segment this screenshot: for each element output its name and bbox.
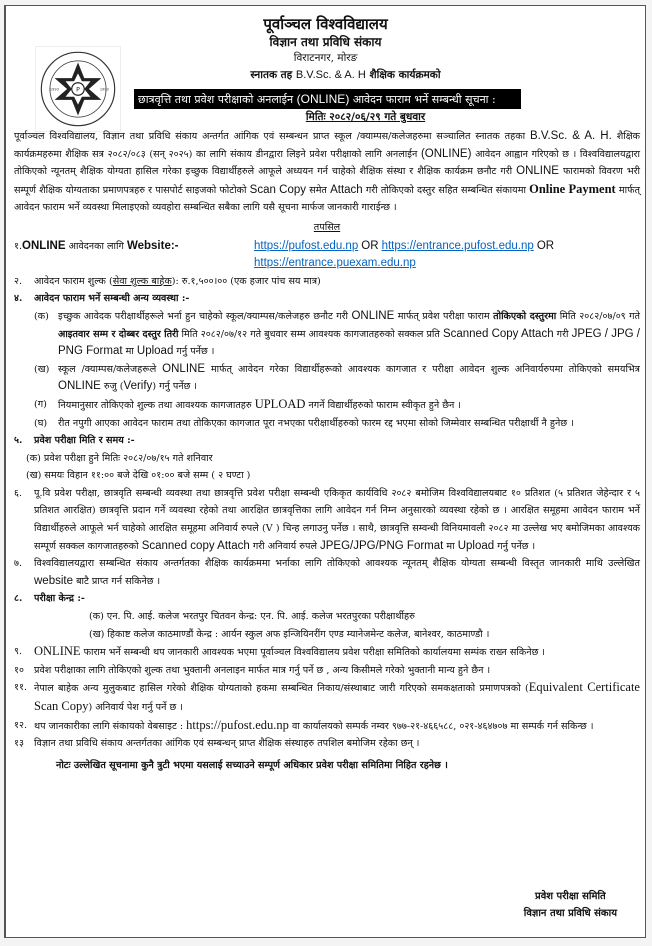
exam-center-kathmandu: (ख) हिकाष्ट कलेज काठमाण्डौं केन्द्र : आर्यन स्कुल अफ इन्जियिनरींग एण्ड म्यानेजमेन्ट कलेज, बानेश्वर, काठमाण्डौ ।: [89, 628, 490, 640]
text: तोकिएको दस्तुरमा: [493, 310, 557, 322]
text: रुजु (: [103, 381, 124, 393]
item-13-institutions: [14, 735, 640, 753]
intro-paragraph: [14, 128, 640, 217]
item-number: ४.: [14, 293, 23, 305]
fee-underlined: सेवा शुल्क बाहेक: [112, 275, 172, 287]
text: ) अनिवार्य पेश गर्नु पर्ने छ ।: [88, 702, 183, 713]
exam-time: (ख) समयः विहान ११:०० बजे देखि ०१:०० बजे सम्म ( २ घण्टा ): [26, 470, 251, 482]
notice-title-online: (ONLINE): [296, 92, 350, 106]
text: ONLINE: [162, 362, 205, 375]
text: गर्नु पर्नेछ ।: [176, 346, 215, 358]
sub-text: [58, 308, 640, 361]
notice-title-part: छात्रवृत्ति तथा प्रवेश परीक्षाको अनलाईन: [138, 93, 294, 106]
item-text: [34, 643, 640, 662]
intro-text: शैक्षिक कार्यक्रमहरुमा शैक्षिक सत्र २०८२/०८३ (सन् २०२५) का लागि संकाय डीनद्वारा लिइने प्रवेश परीक्षाको लागि अनलाईन: [14, 131, 640, 160]
sub-text: रीत नपुगी आएका आवेदन फाराम तथा तोकिएका कागजात पूरा नभएका परीक्षार्थीहरुको फारम रद्द भएमा सोको जिम्मेवार सम्बन्धित परीक्षार्थी नै हुनेछ ।: [58, 417, 574, 429]
website-label: [14, 238, 254, 273]
notice-page: [4, 5, 646, 938]
item-number: ९.: [14, 646, 23, 658]
text: आइतवार सम्म र दोब्बर दस्तुर तिरी: [58, 328, 179, 340]
item-text: विज्ञान तथा प्रविधि संकाय अन्तर्गतका आंगिक एवं सम्बन्धन् प्राप्त शैक्षिक संस्थाहरु तपशिल बमोजिम रहेका छन् ।: [34, 738, 420, 750]
notice-body: [14, 128, 640, 774]
item-12-website-contact: [14, 717, 640, 736]
program-suffix: शैक्षिक कार्यक्रमको: [369, 69, 441, 81]
faculty-name: विज्ञान तथा प्रविधि संकाय: [269, 35, 382, 49]
intro-text: गरी तोकिएको दस्तुर सहित सम्बन्धित संकायमा: [365, 184, 526, 196]
sub-text: [58, 361, 640, 396]
text: मा: [446, 540, 455, 552]
university-name: पूर्वाञ्चल विश्वविद्यालय: [263, 15, 388, 33]
text: स्कूल /क्याम्पस/कलेजहरूले: [58, 363, 157, 375]
intro-text: Scan Copy: [249, 183, 307, 196]
item-4-ka: [34, 308, 640, 361]
intro-text: ONLINE: [516, 165, 559, 178]
item-11-equivalent: [14, 679, 640, 716]
item-number: १.: [14, 240, 23, 252]
item-number: २.: [14, 275, 23, 287]
item-text: [34, 485, 640, 555]
notice-date-text: मितिः २०८२/०६/२९ गते बुधवार: [305, 111, 426, 123]
text: मिति २०८२/०७/०९ गते: [559, 310, 640, 322]
website-links: [254, 238, 640, 273]
svg-text:1993: 1993: [49, 87, 59, 92]
item-text: [34, 273, 640, 291]
text: JPEG/JPG/PNG Format: [320, 539, 444, 552]
svg-text:1993: 1993: [99, 87, 109, 92]
item-heading: परीक्षा केन्द्र :-: [34, 593, 85, 605]
item-number: ५.: [14, 435, 23, 447]
sub-text: [58, 396, 640, 415]
item-2-fee: [14, 273, 640, 291]
item-6-scholarship: [14, 485, 640, 555]
text: मार्फत् आवेदन गरेका विद्यार्थीहरूको आवश्यक कागजात र परीक्षा आवेदन शुल्क अनिवार्यरुपमा तोकिएको समयभित्र: [210, 363, 640, 375]
sub-label: (घ): [34, 417, 48, 429]
item-5-heading: [14, 432, 640, 450]
item-text: [34, 679, 640, 716]
text: पू.वि प्रवेश परीक्षा, छात्रवृति सम्बन्धी व्यवस्था तथा छात्रवृत्ति प्रवेश परीक्षा सम्बन्धी एकिकृत कार्यविधि २०८२ बमोजिम विश्वविद्यालयबाट १० प्रतिशत (५ प्रतिशत जेहेन्दार र ५ प्रतिशत आरक्षित) छात्रवृत्ति प्रदान गर्ने व्यवस्था रहेको तथा आरक्षित छात्रवृत्तिका लागि आवेदन गर्न निम्न अनुसारको व्यवस्था रहेको छ । आरक्षित समूहमा आवेदन फाराम भर्ने विद्यार्थीहरुले आफूले भर्न चाहेको आरक्षित समूहमा अनिवार्य रुपले (V ) चिन्ह लगाउनु पर्नेछ । साथै, छात्रवृत्ति सम्वन्धी विनियमावली २०८२ मा उल्लेख भए बमोजिमका आवश्यक सम्पूर्ण सक्कल कागजातहरुको: [34, 487, 640, 552]
details-heading: तपसिल: [313, 221, 341, 233]
sub-label: (क): [34, 310, 49, 322]
item-7-eligibility: [14, 555, 640, 590]
link-entrance-pufost[interactable]: https://entrance.pufost.edu.np: [381, 239, 534, 252]
intro-text: पूर्वाञ्चल विश्वविद्यालय, विज्ञान तथा प्रविधि संकाय अन्तर्गत आंगिक एवं सम्बन्धन प्राप्त स्कूल /क्याम्पस/कलेजहरुमा सञ्चालित स्नातक तहका: [14, 131, 526, 142]
label-text: आवेदनका लागि: [68, 240, 124, 252]
sub-label: (ख): [34, 363, 50, 375]
text: UPLOAD: [254, 396, 306, 411]
text: ONLINE: [351, 309, 395, 322]
item-8-heading: [14, 590, 640, 608]
text: इच्छुक आवेदक परीक्षार्थीहरूले भर्ना हुन चाहेको स्कूल/क्याम्पस/कलेजहरु छनौट गरी: [58, 310, 349, 322]
signature-block: [524, 888, 617, 922]
notice-title-bar: [134, 89, 521, 109]
item-number: ११.: [14, 682, 28, 694]
intro-text: Attach: [330, 183, 363, 196]
item-9-contact: [14, 643, 640, 662]
text: गर्नु पर्नेछ ।: [497, 540, 536, 552]
or-text: OR: [361, 239, 379, 252]
fee-text: आवेदन फाराम शुल्क (: [34, 275, 113, 287]
text: नेपाल बाहेक अन्य मुलुकबाट हासिल गरेको शैक्षिक योग्यताको हकमा सम्बन्धित निकाय/संस्थाबाट जारी गरिएको समकक्षताको प्रमाणपत्रको (: [34, 683, 529, 695]
link-entrance-puexam[interactable]: https://entrance.puexam.edu.np: [254, 257, 416, 270]
intro-text: B.V.Sc. & A. H.: [529, 130, 612, 142]
text: JPEG / JPG / PNG Format: [58, 327, 640, 358]
exam-center-chitwan: (क) एन. पि. आई. कलेज भरतपुर चितवन केन्द्र: एन. पि. आई. कलेज भरतपुरका परीक्षार्थीहरु: [89, 611, 415, 623]
item-number: १०: [14, 664, 24, 676]
svg-text:P: P: [76, 86, 80, 94]
text: गरी: [556, 328, 569, 340]
text: Upload: [136, 345, 174, 358]
program-line: [6, 68, 645, 82]
label-online: ONLINE: [22, 239, 66, 252]
text: Equivalent Certificate Scan Copy: [34, 680, 640, 713]
intro-text: समेत: [309, 184, 327, 196]
intro-text: मार्फत् आवेदन फाराम भर्ने व्यवस्था मिलाइएको व्यवहोरा सम्बन्धित सबैका लागि यसै सूचना मार्फज जानकारी गाराईन्छ ।: [14, 184, 640, 214]
item-text: [34, 555, 640, 590]
text: Verify: [123, 380, 153, 393]
item-4-kha: [34, 361, 640, 396]
notice-date: [6, 110, 645, 124]
text: नगर्ने विद्यार्थीहरुको फाराम स्वीकृत हुने छैन ।: [308, 399, 461, 411]
text: मा: [125, 346, 134, 358]
sub-label: (ग): [34, 398, 47, 410]
signature-faculty: विज्ञान तथा प्रविधि संकाय: [523, 908, 617, 919]
item-number: ६.: [14, 487, 23, 499]
intro-text: फारामको विवरण भरी सम्पूर्ण शैक्षिक योग्यताका प्रमाणपत्रहरु र पासपोर्ट साइजको फोटोको: [14, 166, 640, 196]
item-number: १३: [14, 738, 24, 750]
link-pufost[interactable]: https://pufost.edu.np: [254, 239, 359, 252]
notice-title-part: आवेदन फाराम भर्ने सम्बन्धी सूचना :: [352, 93, 496, 106]
text: Scanned copy Attach: [141, 539, 250, 552]
item-number: १२.: [14, 719, 28, 731]
item-4-ga: [34, 396, 640, 415]
label-website: Website:-: [126, 239, 179, 252]
text: website: [34, 574, 73, 587]
text: ONLINE: [34, 644, 81, 659]
item-1-website: [14, 238, 640, 273]
signature-committee: प्रवेश परीक्षा समिति: [535, 891, 606, 902]
note: नोटः उल्लेखित सूचनामा कुनै त्रुटी भएमा यसलाई सच्याउने सम्पूर्ण अधिकार प्रवेश परीक्षा समितिमा निहित रहनेछ ।: [56, 759, 448, 771]
text: बाटै प्राप्त गर्न सकिनेछ ।: [76, 575, 161, 587]
text: नियमानुसार तोकिएको शुल्क तथा आवश्यक कागजातहरु: [58, 399, 252, 411]
exam-date: (क) प्रवेश परीक्षा हुने मितिः २०८२/०७/१५ गते शनिवार: [26, 452, 213, 464]
program-prefix: स्नातक तह: [250, 69, 293, 81]
text: गरी अनिवार्य रुपले: [252, 540, 317, 552]
text: फाराम भर्ने सम्बन्धी थप जानकारी आवश्यक भएमा पूर्वाञ्चल विश्वविद्यालय प्रवेश परीक्षा समितिको कार्यालयमा सम्पंक राख्न सकिनेछ ।: [83, 647, 546, 659]
location: विराटनगर, मोरङ: [293, 52, 358, 64]
text: ) गर्नु पर्नेछ ।: [152, 381, 198, 393]
item-text: [34, 717, 640, 736]
text: थप जानकारीका लागि संकायको वेबसाइट :: [34, 720, 184, 732]
text: मिति २०८२/०७/१२ गते बुधवार सम्म आवश्यक कागजातहरुको सक्कल प्रति: [181, 328, 440, 340]
text: वा कार्यालयको सम्पर्क नम्वर ९७७-२१-४६६५८८, ०२१-४६४७०७ मा सम्पर्क गर्न सकिन्छ ।: [291, 720, 594, 732]
item-number: ८.: [14, 593, 23, 605]
item-4-gha: [34, 415, 640, 433]
text: Scanned Copy Attach: [442, 327, 554, 340]
item-heading: आवेदन फाराम भर्ने सम्बन्धी अन्य व्यवस्था :-: [34, 293, 190, 305]
item-heading: प्रवेश परीक्षा मिति र समय :-: [34, 435, 135, 447]
item-4-heading: [14, 290, 640, 308]
fee-amount: ): रु.१,५००।०० (एक हजार पांच सय मात्र): [171, 275, 321, 287]
text: मार्फत् प्रवेश परीक्षा फाराम: [397, 310, 490, 322]
or-text: OR: [536, 239, 555, 252]
item-text: प्रवेश परीक्षाका लागि तोकिएको शुल्क तथा भुक्तानी अनलाइन मार्फत मात्र गर्नु पर्ने छ , अन्य किसीमले गरेको भुक्तानी मान्य हुने छैन ।: [34, 664, 491, 676]
item-number: ७.: [14, 558, 23, 570]
intro-text: Online Payment: [529, 181, 616, 196]
text: Upload: [457, 539, 495, 552]
intro-text: (ONLINE): [420, 147, 472, 160]
text: ONLINE: [58, 380, 101, 393]
text: विश्वविद्यालयद्वारा सम्बन्धित संकाय अन्तर्गतका शैक्षिक कार्यक्रममा भर्नाका लागि तोकिएको आवश्यक न्यूनतम् शैक्षिक योग्यता सम्बन्धी विस्तृत जानकारी माथि उल्लेखित: [34, 558, 640, 570]
intro-text: आवेदन आह्वान गरिएको छ । विश्वविद्यालयद्वारा तोकिएको न्यूनतम् शैक्षिक योग्यता हासिल गरेका इच्छुक विद्यार्थीहरुले आफूले अध्ययन गर्न चाहेको शैक्षिक संस्था र शैक्षिक कार्यक्रम छनौट गरी: [14, 148, 640, 178]
program-name: B.V.Sc. & A. H: [295, 69, 366, 81]
faculty-website-text: https://pufost.edu.np: [186, 717, 289, 732]
item-10-payment: [14, 662, 640, 680]
